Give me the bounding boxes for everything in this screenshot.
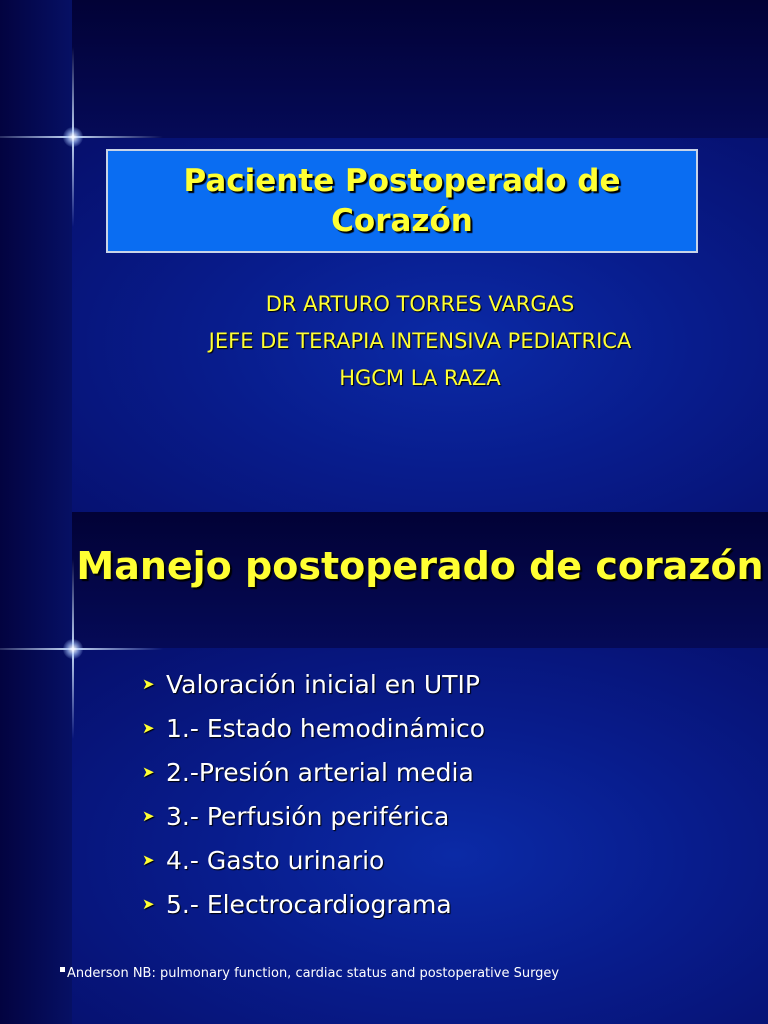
list-item (142, 882, 485, 926)
author-block (72, 286, 768, 397)
footnote (60, 966, 559, 981)
chevron-right-icon: ➤ (142, 850, 155, 869)
slide-1-title: Paciente Postoperado de Corazón (183, 163, 621, 239)
bullet-text: 1.- Estado hemodinámico (166, 713, 486, 743)
square-bullet-icon (60, 967, 65, 972)
bullet-text: 5.- Electrocardiograma (166, 889, 452, 919)
slide-2 (0, 512, 768, 1024)
list-item (142, 662, 485, 706)
chevron-right-icon: ➤ (142, 762, 155, 781)
chevron-right-icon: ➤ (142, 894, 155, 913)
bullet-text: 4.- Gasto urinario (166, 845, 385, 875)
bullet-list (142, 662, 485, 926)
list-item (142, 750, 485, 794)
bullet-text: 2.-Presión arterial media (166, 757, 474, 787)
bullet-text: 3.- Perfusión periférica (166, 801, 450, 831)
list-item (142, 794, 485, 838)
author-position: JEFE DE TERAPIA INTENSIVA PEDIATRICA (208, 329, 632, 353)
author-hospital: HGCM LA RAZA (339, 366, 501, 390)
chevron-right-icon: ➤ (142, 718, 155, 737)
slide-2-title: Manejo postoperado de corazón (76, 544, 764, 588)
bullet-text: Valoración inicial en UTIP (166, 669, 480, 699)
author-name: DR ARTURO TORRES VARGAS (265, 292, 575, 316)
footnote-text: Anderson NB: pulmonary function, cardiac status and postoperative Surgey (67, 966, 560, 981)
chevron-right-icon: ➤ (142, 806, 155, 825)
list-item (142, 838, 485, 882)
chevron-right-icon: ➤ (142, 674, 155, 693)
title-box (106, 149, 698, 253)
list-item (142, 706, 485, 750)
